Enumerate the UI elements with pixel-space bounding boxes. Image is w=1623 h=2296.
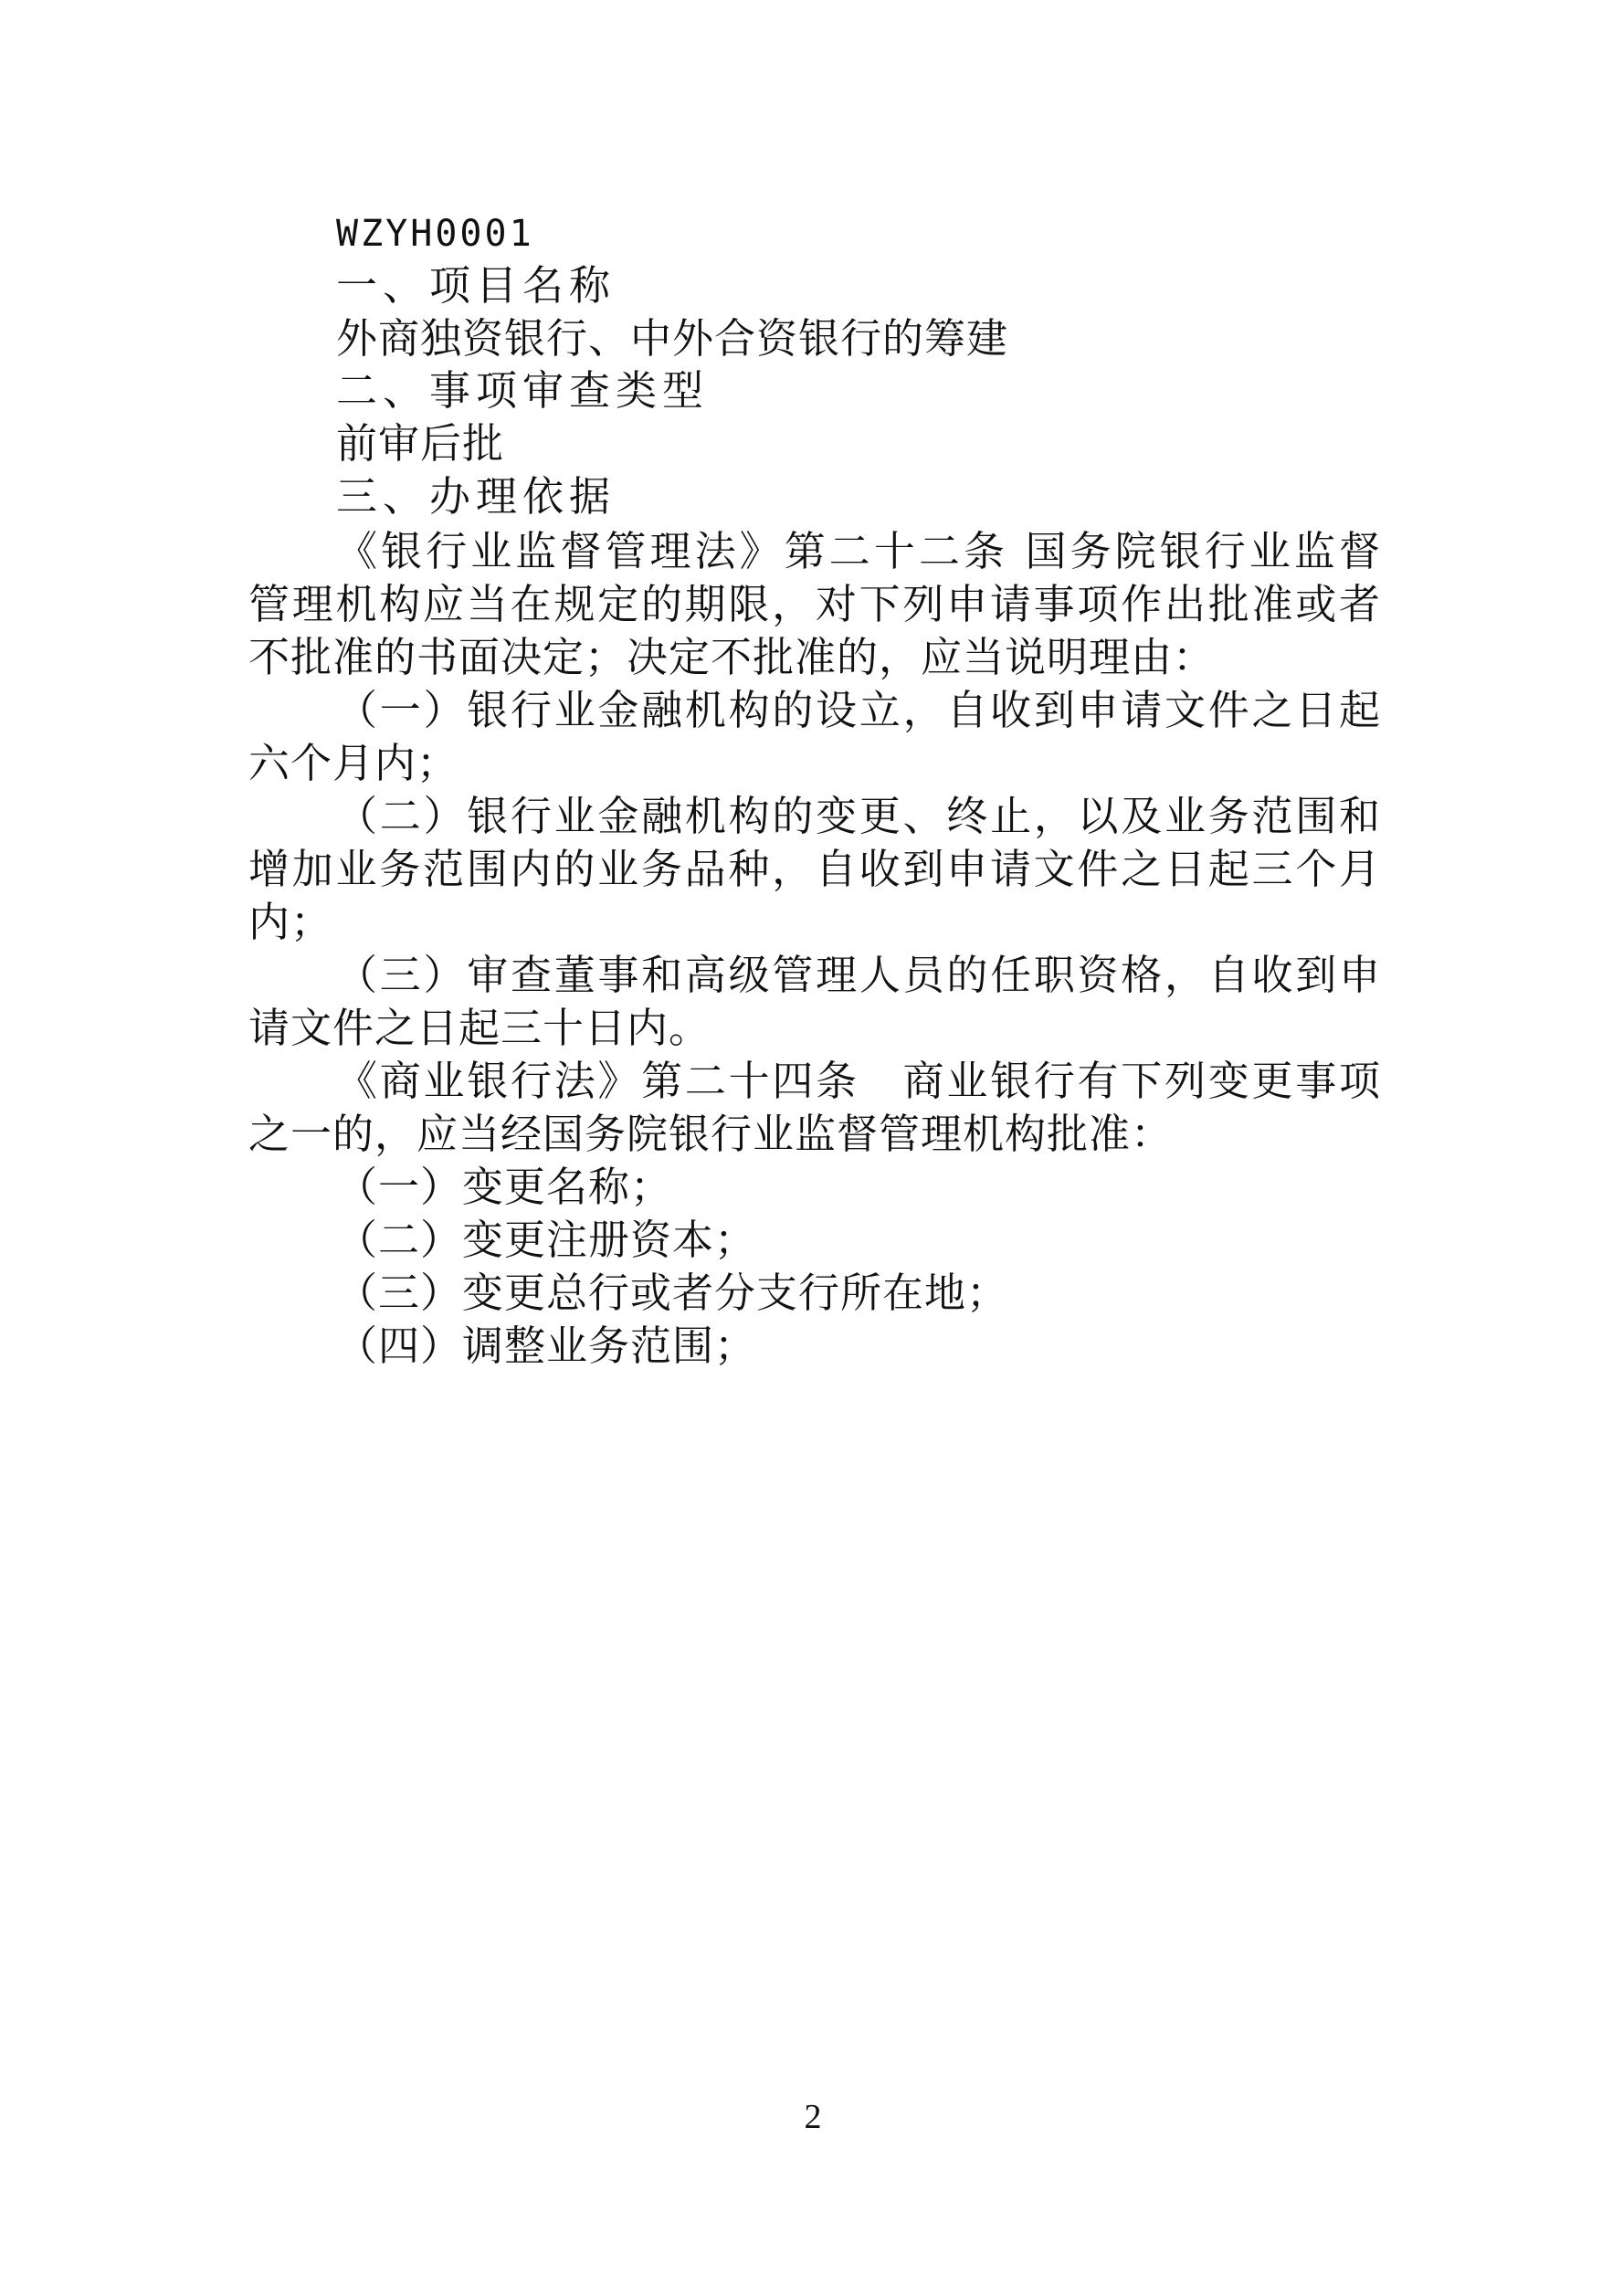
change-item-business-scope: （四）调整业务范围；: [336, 1322, 757, 1370]
law-1-item-2-line-3: 内；: [248, 898, 333, 946]
section-heading-legal-basis: 三、办理依据: [336, 472, 617, 521]
project-name-text: 外商独资银行、中外合资银行的筹建: [336, 314, 1009, 363]
section-heading-project-name: 一、项目名称: [336, 261, 617, 310]
section-heading-review-type: 二、事项审查类型: [336, 366, 710, 415]
document-code: WZYH0001: [336, 213, 534, 255]
law-1-item-2-line-1: （二）银行业金融机构的变更、终止，以及业务范围和: [336, 792, 1381, 840]
law-2-line-1: 《商业银行法》第二十四条 商业银行有下列变更事项: [336, 1057, 1381, 1105]
page-number: 2: [804, 2098, 822, 2136]
change-item-name: （一）变更名称；: [336, 1163, 673, 1211]
review-type-text: 前审后批: [336, 419, 505, 468]
law-1-item-2-line-2: 增加业务范围内的业务品种，自收到申请文件之日起三个月: [248, 845, 1381, 893]
law-1-item-3-line-1: （三）审查董事和高级管理人员的任职资格，自收到申: [336, 951, 1381, 999]
law-1-item-1-line-1: （一）银行业金融机构的设立，自收到申请文件之日起: [336, 686, 1381, 734]
law-1-item-1-line-2: 六个月内；: [248, 739, 459, 787]
law-1-item-3-line-2: 请文件之日起三十日内。: [248, 1004, 711, 1052]
law-1-line-2: 管理机构应当在规定的期限，对下列申请事项作出批准或者: [248, 580, 1381, 628]
change-item-registered-capital: （二）变更注册资本；: [336, 1216, 757, 1264]
change-item-office-location: （三）变更总行或者分支行所在地；: [336, 1269, 1009, 1317]
law-1-line-1: 《银行业监督管理法》第二十二条 国务院银行业监督: [336, 527, 1381, 575]
law-1-line-3: 不批准的书面决定；决定不批准的，应当说明理由：: [248, 633, 1216, 681]
law-2-line-2: 之一的，应当经国务院银行业监督管理机构批准：: [248, 1110, 1174, 1158]
